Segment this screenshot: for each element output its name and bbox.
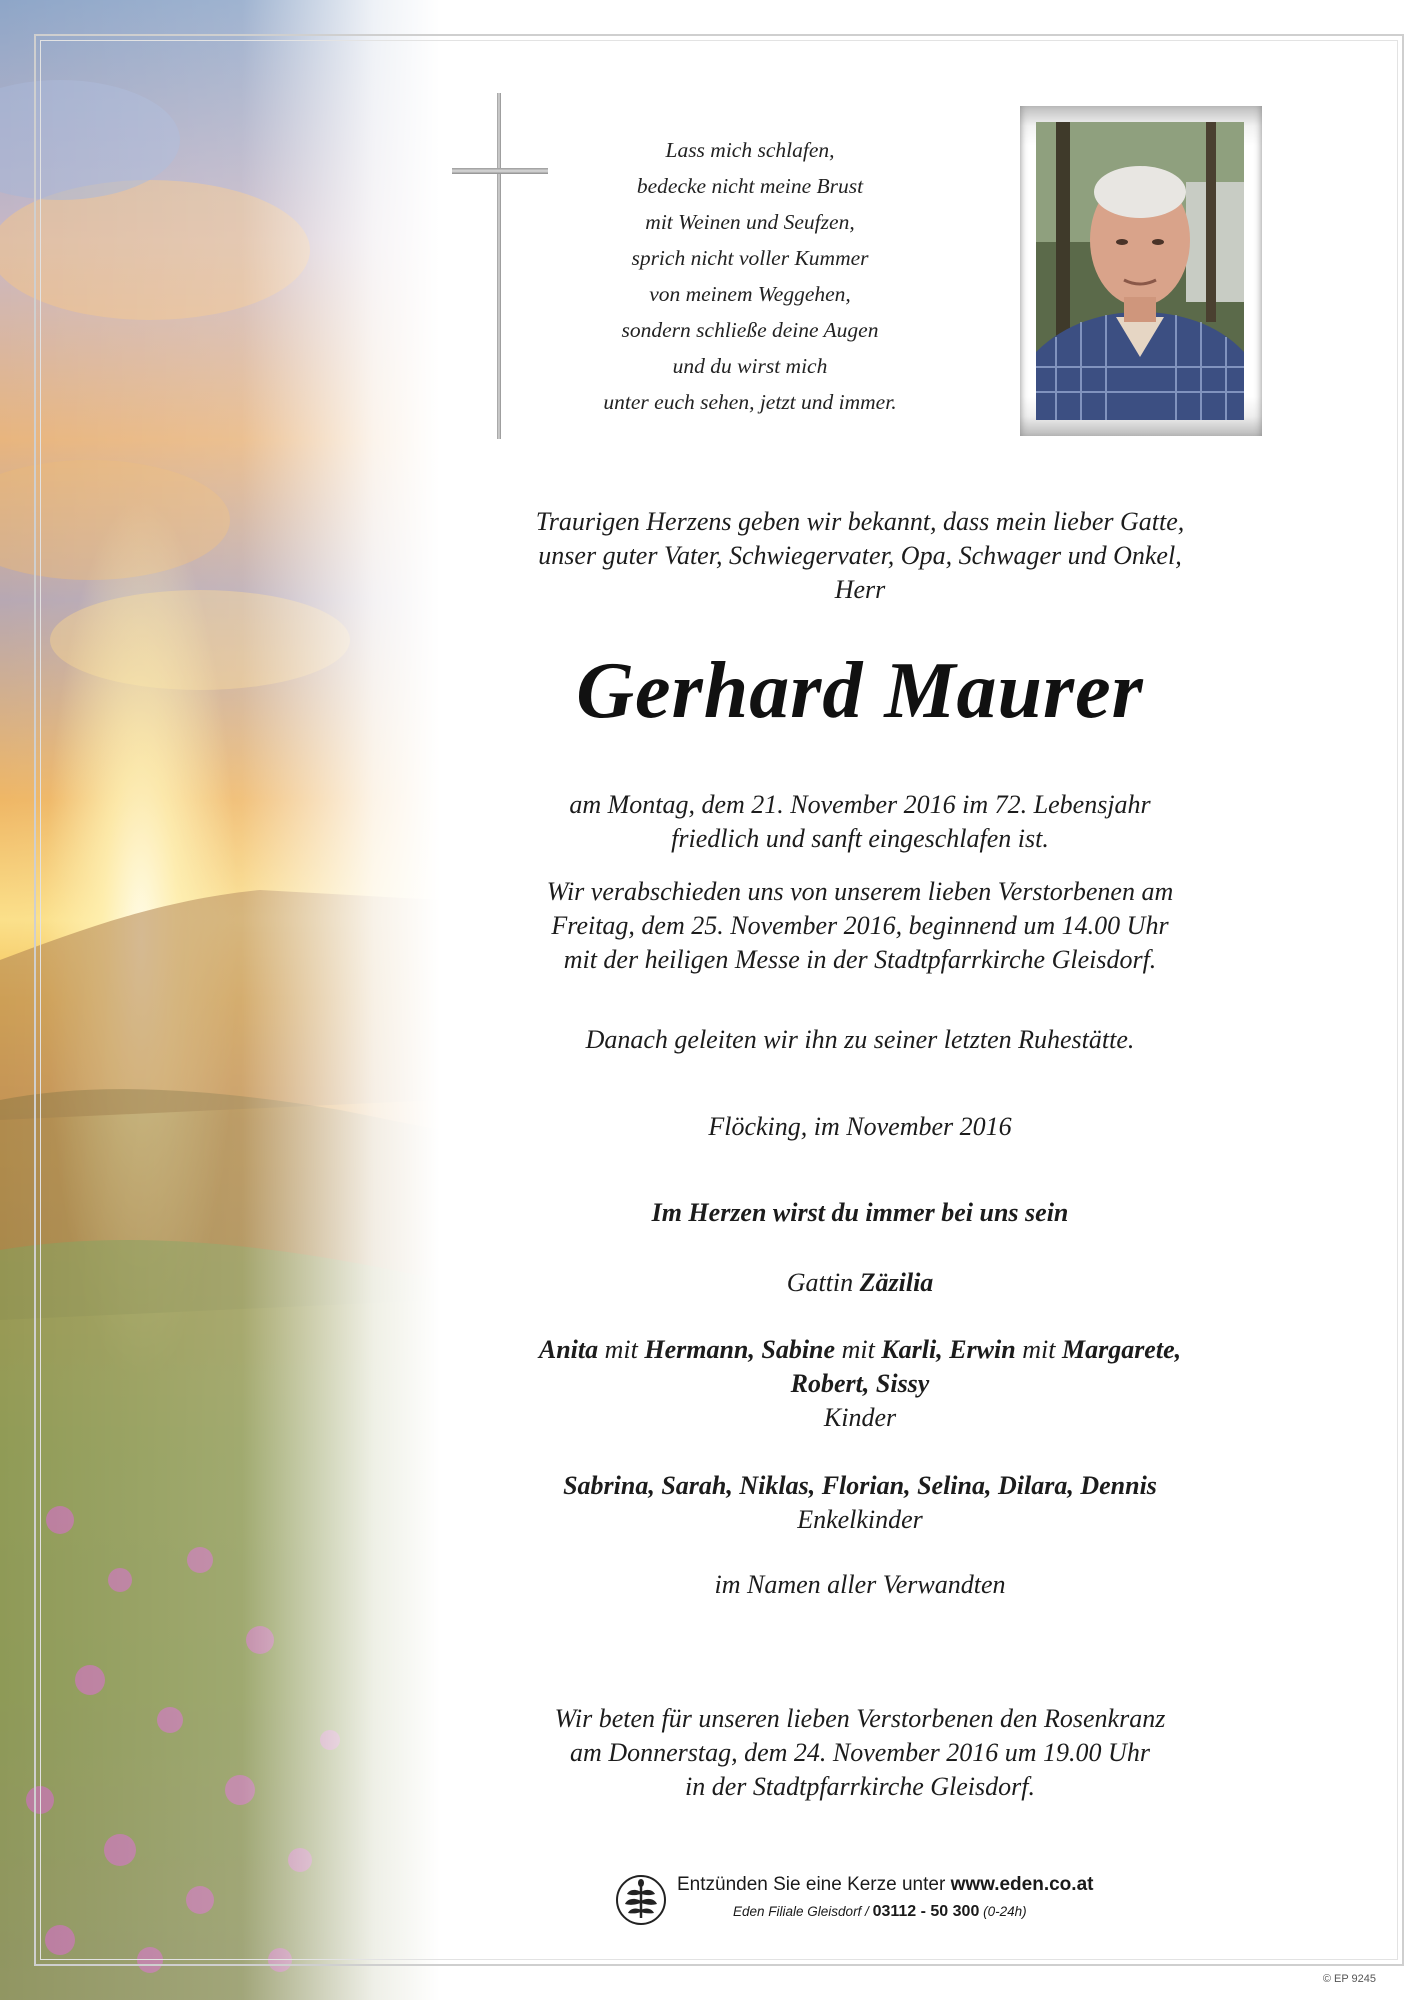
phone-hours: (0-24h) (983, 1904, 1027, 1919)
candle-text: Entzünden Sie eine Kerze unter (677, 1874, 946, 1895)
portrait-image (1036, 122, 1244, 420)
relatives-line: im Namen aller Verwandten (714, 1570, 1006, 1599)
poem-line: sprich nicht voller Kummer (631, 246, 869, 270)
children-label: Kinder (823, 1403, 897, 1432)
children-line-2: Robert, Sissy (790, 1369, 930, 1398)
resting-place-line: Danach geleiten wir ihn zu seiner letzten Ruhestätte. (585, 1025, 1135, 1054)
child-partner-name: Margarete, (1061, 1335, 1182, 1364)
poem-line: sondern schließe deine Augen (621, 318, 879, 342)
farewell-line: mit der heiligen Messe in der Stadtpfarrkirche Gleisdorf. (563, 945, 1157, 974)
landscape-image (0, 0, 440, 2000)
funeral-info (460, 875, 1260, 977)
date-line: friedlich und sanft eingeschlafen ist. (671, 824, 1049, 853)
poem (560, 132, 940, 420)
poem-line: von meinem Weggehen, (649, 282, 851, 306)
poem-line: mit Weinen und Seufzen, (645, 210, 855, 234)
cross-icon-horizontal (452, 168, 548, 174)
child-partner-name: Karli, (881, 1335, 943, 1364)
child-name: Erwin (949, 1335, 1016, 1364)
eden-website-link[interactable]: www.eden.co.at (950, 1874, 1094, 1895)
deceased-name: Gerhard Maurer (576, 647, 1144, 735)
phone-number: 03112 - 50 300 (872, 1903, 980, 1920)
candle-line (677, 1874, 1093, 1896)
grandchildren-block (460, 1469, 1260, 1537)
rosary-info (460, 1702, 1260, 1804)
poem-line: Lass mich schlafen, (665, 138, 835, 162)
wife-line (460, 1266, 1260, 1300)
connector-word: mit (1022, 1335, 1056, 1364)
wife-name: Zäzilia (859, 1268, 934, 1297)
date-of-death (460, 788, 1260, 856)
eden-plant-logo-icon (615, 1874, 667, 1926)
child-name: Sabine (761, 1335, 836, 1364)
poem-line: bedecke nicht meine Brust (636, 174, 864, 198)
child-partner-name: Hermann, (644, 1335, 755, 1364)
grandchildren-names: Sabrina, Sarah, Niklas, Florian, Selina, Dilara, Dennis (563, 1471, 1157, 1500)
rosary-line: Wir beten für unseren lieben Verstorbenen den Rosenkranz (554, 1704, 1166, 1733)
print-code: © EP 9245 (1322, 1973, 1376, 1985)
footer (615, 1872, 1135, 1942)
farewell-line: Wir verabschieden uns von unserem lieben Verstorbenen am (546, 877, 1174, 906)
intro-line: Traurigen Herzens geben wir bekannt, dass mein lieber Gatte, (535, 507, 1185, 536)
poem-line: und du wirst mich (672, 354, 828, 378)
announcement-intro (460, 505, 1260, 607)
intro-line: unser guter Vater, Schwiegervater, Opa, Schwager und Onkel, (538, 541, 1182, 570)
landscape-decoration (0, 0, 440, 2000)
wife-role: Gattin (786, 1268, 854, 1297)
portrait-photo (1036, 122, 1244, 420)
poem-line: unter euch sehen, jetzt und immer. (603, 390, 897, 414)
children-block (460, 1333, 1260, 1435)
child-name: Anita (538, 1335, 599, 1364)
date-line: am Montag, dem 21. November 2016 im 72. Lebensjahr (569, 790, 1151, 819)
motto: Im Herzen wirst du immer bei uns sein (651, 1198, 1069, 1227)
rosary-line: am Donnerstag, dem 24. November 2016 um 19.00 Uhr (570, 1738, 1150, 1767)
connector-word: mit (841, 1335, 875, 1364)
connector-word: mit (604, 1335, 638, 1364)
branch-name: Eden Filiale Gleisdorf / (733, 1904, 869, 1919)
place-date: Flöcking, im November 2016 (708, 1112, 1012, 1141)
grandchildren-label: Enkelkinder (797, 1505, 923, 1534)
branch-line (733, 1903, 1027, 1921)
intro-line: Herr (834, 575, 886, 604)
farewell-line: Freitag, dem 25. November 2016, beginnend um 14.00 Uhr (551, 911, 1169, 940)
rosary-line: in der Stadtpfarrkirche Gleisdorf. (684, 1772, 1035, 1801)
cross-icon-vertical (497, 93, 501, 439)
